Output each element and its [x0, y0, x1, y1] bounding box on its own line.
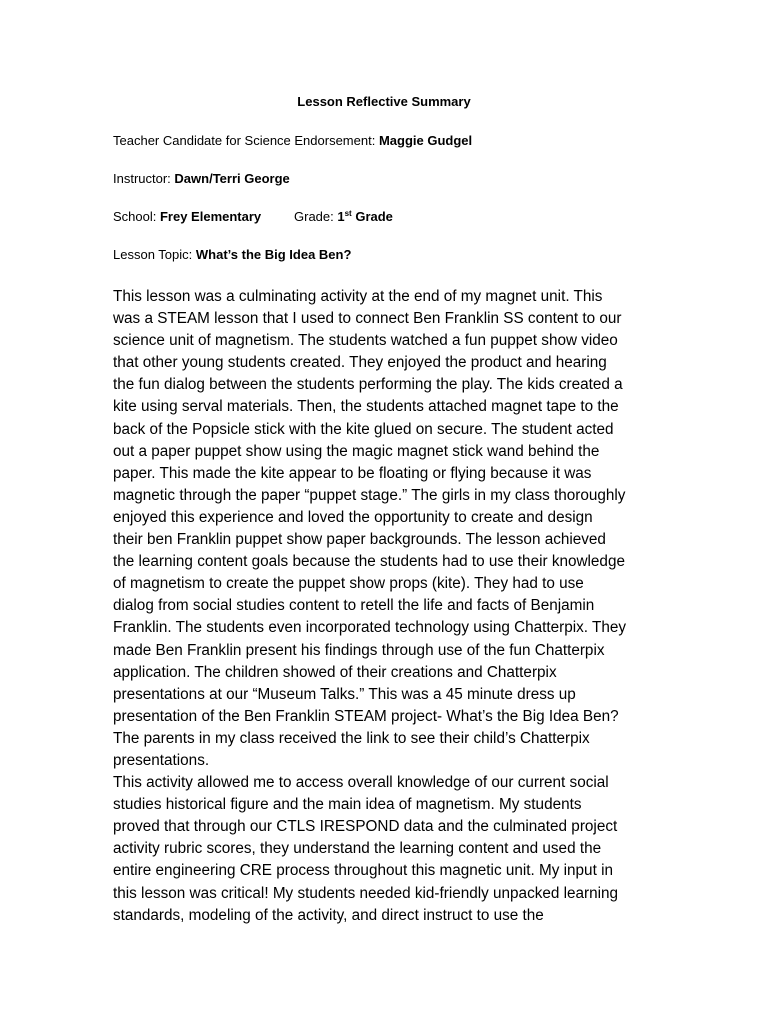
body-line: back of the Popsicle stick with the kite glued on secure. The student acted: [113, 420, 614, 438]
teacher-value: Maggie Gudgel: [378, 133, 473, 148]
grade-word: Grade: [351, 209, 393, 224]
body-line: application. The children showed of their creations and Chatterpix: [113, 663, 557, 681]
grade-number: 1: [337, 209, 345, 224]
instructor-value: Dawn/Terri George: [174, 171, 290, 186]
instructor-line: [113, 171, 290, 186]
body-line: dialog from social studies content to retell the life and facts of Benjamin: [113, 597, 595, 615]
school-line: [113, 209, 261, 224]
body-line: the learning content goals because the students had to use their knowledge: [113, 553, 625, 571]
topic-value: What’s the Big Idea Ben?: [195, 247, 352, 262]
body-line: of magnetism to create the puppet show props (kite). They had to use: [113, 575, 584, 593]
body-line: enjoyed this experience and loved the opportunity to create and design: [113, 508, 593, 526]
body-line: magnetic through the paper “puppet stage.” The girls in my class thoroughly: [113, 486, 626, 504]
school-value: Frey Elementary: [159, 209, 262, 224]
body-line: science unit of magnetism. The students watched a fun puppet show video: [113, 332, 618, 350]
document-title: Lesson Reflective Summary: [297, 94, 471, 109]
body-line: proved that through our CTLS IRESPOND data and the culminated project: [113, 818, 618, 836]
body-line: Franklin. The students even incorporated technology using Chatterpix. They: [113, 619, 627, 637]
body-line: presentation of the Ben Franklin STEAM project- What’s the Big Idea Ben?: [113, 707, 619, 725]
topic-label: Lesson Topic:: [113, 247, 196, 262]
body-line: paper. This made the kite appear to be floating or flying because it was: [113, 464, 592, 482]
body-line: This lesson was a culminating activity at the end of my magnet unit. This: [113, 288, 603, 305]
instructor-label: Instructor:: [113, 171, 175, 186]
body-line: presentations at our “Museum Talks.” This was a 45 minute dress up: [113, 685, 576, 703]
teacher-label: Teacher Candidate for Science Endorsement:: [113, 133, 379, 148]
body-line: their ben Franklin puppet show paper backgrounds. The lesson achieved: [113, 531, 606, 549]
body-line: that other young students created. They enjoyed the product and hearing: [113, 354, 607, 372]
body-line: out a paper puppet show using the magic magnet stick wand behind the: [113, 442, 600, 460]
body-line: this lesson was critical! My students needed kid-friendly unpacked learning: [113, 884, 619, 902]
grade-label: Grade:: [294, 209, 338, 224]
body-line: kite using serval materials. Then, the students attached magnet tape to the: [113, 398, 619, 416]
body-line: was a STEAM lesson that I used to connect Ben Franklin SS content to our: [113, 310, 622, 328]
grade-suffix: st: [344, 209, 352, 218]
body-line: entire engineering CRE process throughout this magnetic unit. My input in: [113, 862, 613, 880]
body-line: studies historical figure and the main idea of magnetism. My students: [113, 796, 582, 814]
body-line: The parents in my class received the link to see their child’s Chatterpix: [113, 729, 590, 747]
body-line: presentations.: [113, 751, 210, 769]
teacher-line: [113, 133, 472, 148]
school-label: School:: [113, 209, 160, 224]
grade-line: [294, 209, 393, 224]
body-line: This activity allowed me to access overall knowledge of our current social: [113, 774, 609, 792]
body-line: made Ben Franklin present his findings through use of the fun Chatterpix: [113, 641, 605, 659]
topic-line: [113, 247, 351, 262]
reflection-body: [113, 286, 658, 927]
body-line: standards, modeling of the activity, and direct instruct to use the: [113, 906, 544, 924]
body-line: the fun dialog between the students performing the play. The kids created a: [113, 376, 623, 394]
body-line: activity rubric scores, they understand the learning content and used the: [113, 840, 602, 858]
